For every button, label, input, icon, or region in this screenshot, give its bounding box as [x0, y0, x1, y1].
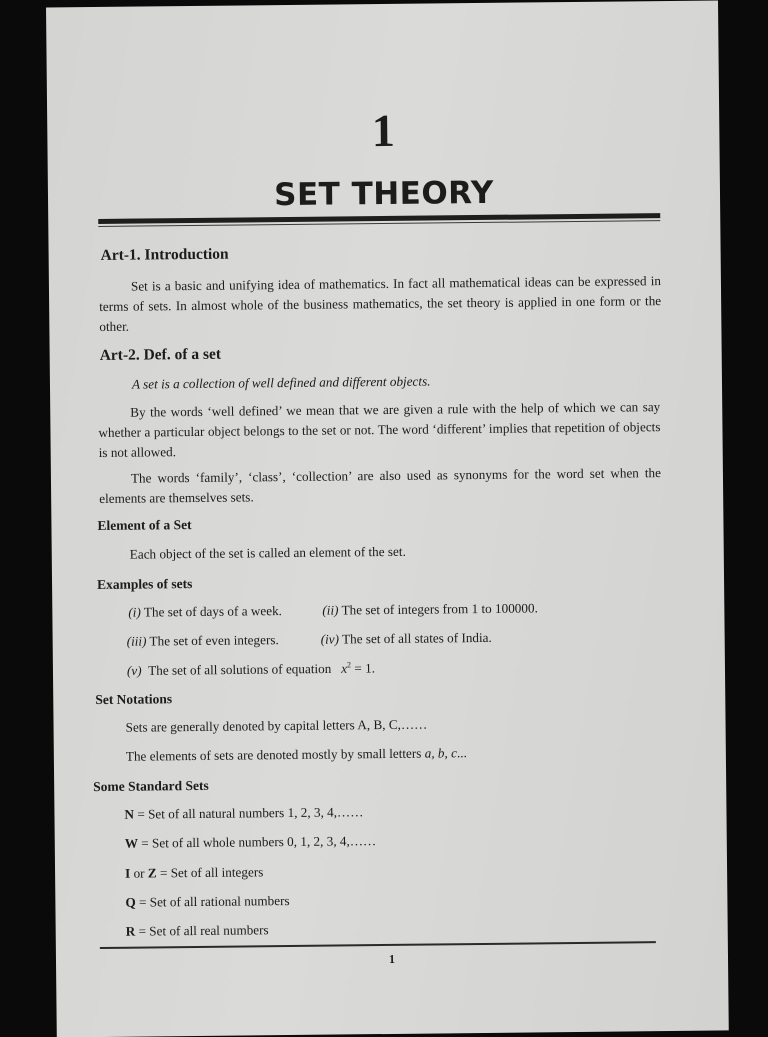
notations-line-1: Sets are generally denoted by capital letters A, B, C,…… [125, 716, 428, 735]
set-symbol: W [124, 835, 139, 851]
equation-rest: = 1. [350, 660, 376, 676]
set-symbol: Q [125, 894, 136, 910]
art1-heading: Art-1. Introduction [100, 245, 229, 264]
book-page [46, 0, 729, 1037]
set-description: = Set of all integers [156, 864, 264, 881]
notations-line-2 [126, 745, 467, 765]
example-text: The set of days of a week. [143, 603, 283, 620]
notations-ellipsis: ... [456, 745, 467, 761]
notations-heading: Set Notations [95, 691, 173, 708]
art1-paragraph: Set is a basic and unifying idea of mathematics. In fact all mathematical ideas can be expressed in terms of sets. In almost whole of the business mathematics, the set theory is applied in one form or the other. [99, 273, 662, 334]
standard-set-rational [125, 893, 289, 911]
set-definition: A set is a collection of well defined and different objects. [131, 373, 431, 392]
equation-variable: x [341, 660, 348, 676]
example-text: The set of all states of India. [341, 629, 492, 647]
set-description: = Set of all rational numbers [135, 893, 290, 910]
example-item-i [128, 603, 282, 621]
example-num: (i) [128, 604, 141, 620]
examples-heading: Examples of sets [96, 576, 193, 593]
example-text: The set of all solutions of equation [148, 660, 332, 678]
set-symbol: I [125, 865, 131, 881]
set-description: = Set of all whole numbers 0, 1, 2, 3, 4,…… [137, 833, 377, 851]
set-or: or [130, 865, 148, 881]
equation-exponent: 2 [346, 660, 352, 670]
set-symbol: N [124, 806, 135, 822]
standard-set-real [126, 922, 269, 939]
example-num: (iii) [126, 633, 147, 649]
set-symbol-alt: Z [147, 865, 157, 881]
notations-letters: a, b, c [424, 745, 458, 761]
element-heading: Element of a Set [97, 517, 192, 534]
chapter-number: 1 [371, 104, 396, 157]
standard-sets-heading: Some Standard Sets [93, 777, 209, 795]
art2-paragraph-1: By the words ‘well defined’ we mean that we are given a rule with the help of which we can say whether a particular object belongs to the set or not. The word ‘different’ implies that repetition of objects is not allowed. [98, 399, 661, 460]
example-num: (v) [126, 662, 142, 679]
example-item-iii [127, 632, 279, 650]
example-num: (iv) [320, 631, 340, 647]
notations-line-2-text: The elements of sets are denoted mostly by small letters [125, 745, 425, 764]
art2-heading: Art-2. Def. of a set [99, 345, 222, 364]
standard-set-natural [124, 804, 363, 823]
page-number: 1 [388, 951, 396, 966]
example-text: The set of even integers. [149, 632, 279, 649]
set-symbol: R [125, 923, 136, 939]
footer-rule [100, 941, 656, 949]
standard-set-whole [125, 833, 377, 852]
art2-paragraph-2: The words ‘family’, ‘class’, ‘collection’ are also used as synonyms for the word set when the elements are themselves sets. [99, 465, 662, 506]
example-text: The set of integers from 1 to 100000. [341, 600, 538, 618]
example-item-iv [321, 630, 492, 648]
example-num: (ii) [322, 602, 339, 618]
example-item-v [127, 660, 375, 679]
example-item-ii [322, 600, 538, 618]
set-description: = Set of all real numbers [135, 922, 269, 939]
chapter-title: SET THEORY [273, 174, 495, 214]
standard-set-integers [125, 864, 263, 881]
element-text: Each object of the set is called an element of the set. [129, 543, 406, 562]
set-description: = Set of all natural numbers 1, 2, 3, 4,…… [133, 804, 364, 822]
